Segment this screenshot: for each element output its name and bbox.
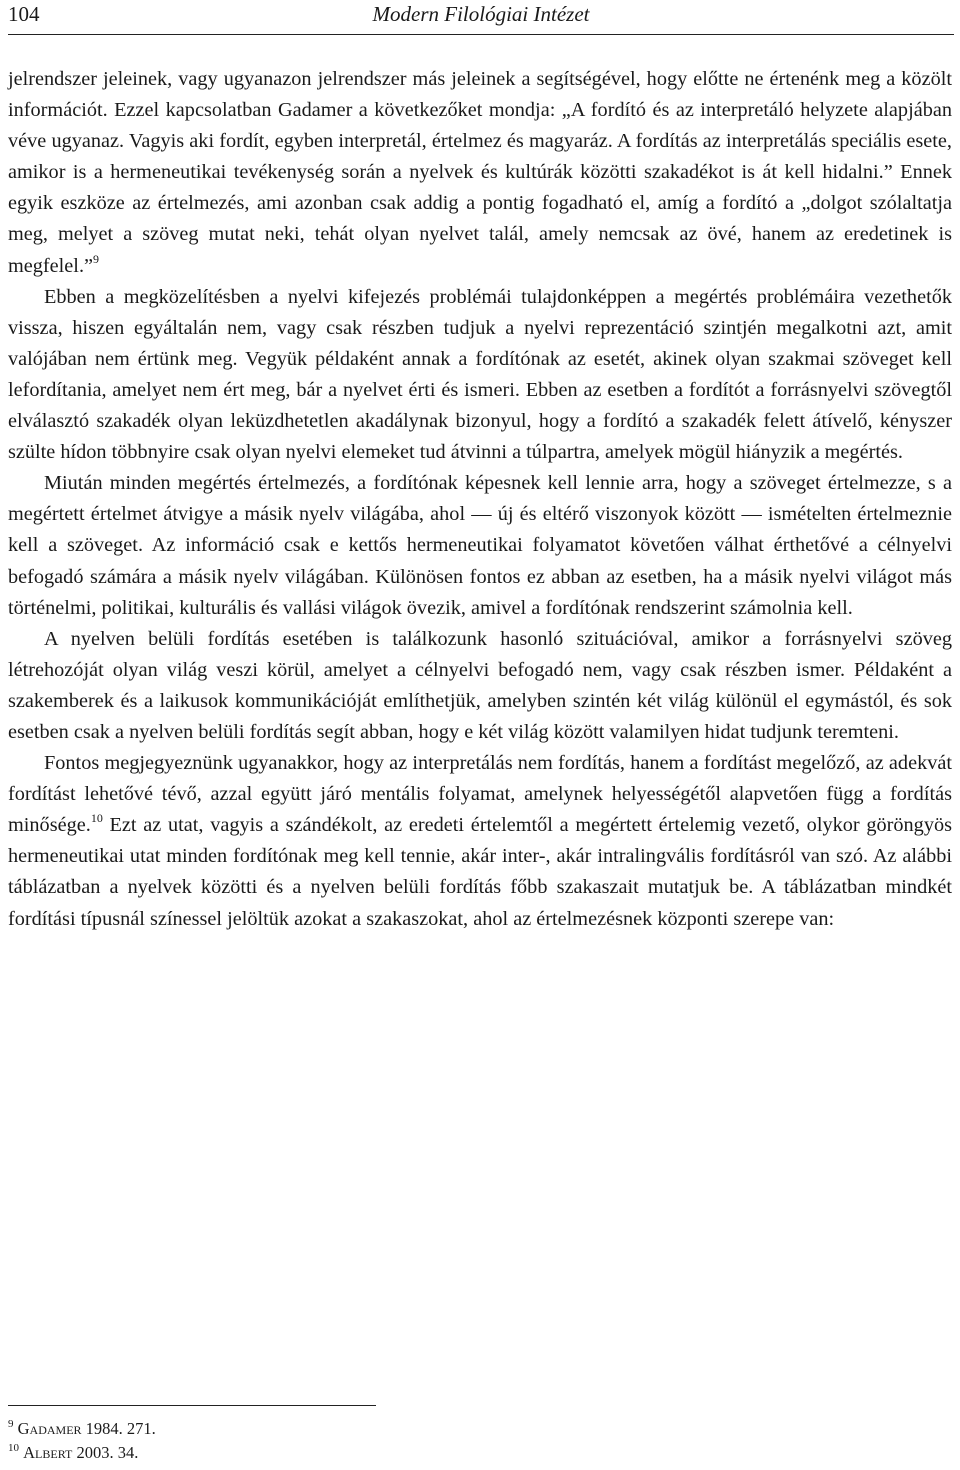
footnote-author: Gadamer [17,1419,82,1438]
paragraph-2: Ebben a megközelítésben a nyelvi kifejezés problémái tulajdonképpen a megértés problémáira vezethetők vissza, hiszen egyáltalán nem, vagy csak részben tudjuk a nyelvi reprezentáció szintjén megalkotni azt, amit valójában nem értünk meg. Vegyük példaként annak a fordítónak az esetét, akinek olyan szakmai szöveget kell lefordítania, amelyet nem ért meg, bár a nyelvet érti és ismeri. Ebben az esetben a fordítót a forrásnyelvi szövegtől elválasztó szakadék olyan leküzdhetetlen akadálynak bizonyul, hogy a fordító a szakadék felett átívelő, kényszer szülte hídon többnyire csak olyan nyelvi elemeket tud átvinni a túlpartra, amelyek mögül hiányzik a megértés. [8,285,952,464]
running-header [8,0,954,35]
footnote-citation: 2003. 34. [72,1443,139,1462]
body-text [8,64,952,935]
footnote-author: Albert [23,1443,73,1462]
paragraph-5-text-after: Ezt az utat, vagyis a szándékolt, az eredeti értelemtől a megértett értelemig vezető, olykor göröngyös hermeneutikai utat minden fordítónak meg kell tennie, akár inter-, akár intralingvális fordításról van szó. Az alábbi táblázatban a nyelvek közötti és a nyelven belüli fordítás főbb szakaszait mutatjuk be. A táblázatban mindkét fordítási típusnál színessel jelöltük azokat a szakaszokat, ahol az értelmezésnek központi szerepe van: [8,814,952,930]
footnotes [8,1417,156,1465]
page-number: 104 [8,2,40,26]
paragraph-3: Miután minden megértés értelmezés, a fordítónak képesnek kell lennie arra, hogy a szöveget értelmezze, s a megértett értelmet átvigye a másik nyelv világába, ahol — új és eltérő viszonyok között — ismételten értelmeznie kell a szöveget. Az információ csak e kettős hermeneutikai folyamatot követően válhat érthetővé a célnyelvi befogadó számára a másik nyelv világában. Különösen fontos ez abban az esetben, ha a másik nyelvi világot más történelmi, politikai, kulturális és vallási világok övezik, amivel a fordítónak rendszerint számolnia kell. [8,472,952,619]
footnote-ref-10: 10 [90,811,103,826]
footnote-citation: 1984. 271. [81,1419,156,1438]
running-title: Modern Filológiai Intézet [372,2,590,26]
paragraph-1-text: jelrendszer jeleinek, vagy ugyanazon jelrendszer más jeleinek a segítségével, hogy előtte ne értenénk meg a közölt információt. Ezzel kapcsolatban Gadamer a következőket mondja: „A fordító és az interpretáló helyzete alapjában véve ugyanaz. Vagyis aki fordít, egyben interpretál, értelmez és magyaráz. A fordítás az interpretálás speciális esete, amikor is a hermeneutikai tevékenység során a nyelvek és kultúrák közötti szakadékot is át kell hidalni.” Ennek egyik eszköze az értelmezés, ami azonban csak addig a pontig fogadható el, amíg a fordító a „dolgot szólaltatja meg, melyet a szöveg mutat neki, tehát olyan nyelvet talál, amely nemcsak az övé, hanem az eredetinek is megfelel.” [8,68,952,277]
footnote-10 [8,1441,156,1465]
footnote-ref-9: 9 [93,251,100,266]
footnote-number: 9 [8,1417,14,1430]
paragraph-1 [8,64,952,282]
footnote-separator [8,1405,376,1406]
paragraph-5-text-before: Fontos megjegyeznünk ugyanakkor, hogy az interpretálás nem fordítás, hanem a fordítást megelőző, az adekvát fordítást lehetővé tévő, azzal együtt járó mentális folyamat, amelynek helyességétől alapvetően függ a fordítás minősége. [8,752,952,837]
paragraph-5 [8,748,952,935]
paragraph-4: A nyelven belüli fordítás esetében is találkozunk hasonló szituációval, amikor a forrásnyelvi szöveg létrehozóját olyan világ veszi körül, amelyet a célnyelvi befogadó nem, vagy csak részben ismer. Példaként a szakemberek és a laikusok kommunikációját említhetjük, amelyben szintén két világ különül el egymástól, és sok esetben csak a nyelven belüli fordítás segít abban, hogy e két világ között valamilyen hidat tudjunk teremteni. [8,627,952,743]
footnote-9 [8,1417,156,1441]
footnote-number: 10 [8,1441,19,1454]
